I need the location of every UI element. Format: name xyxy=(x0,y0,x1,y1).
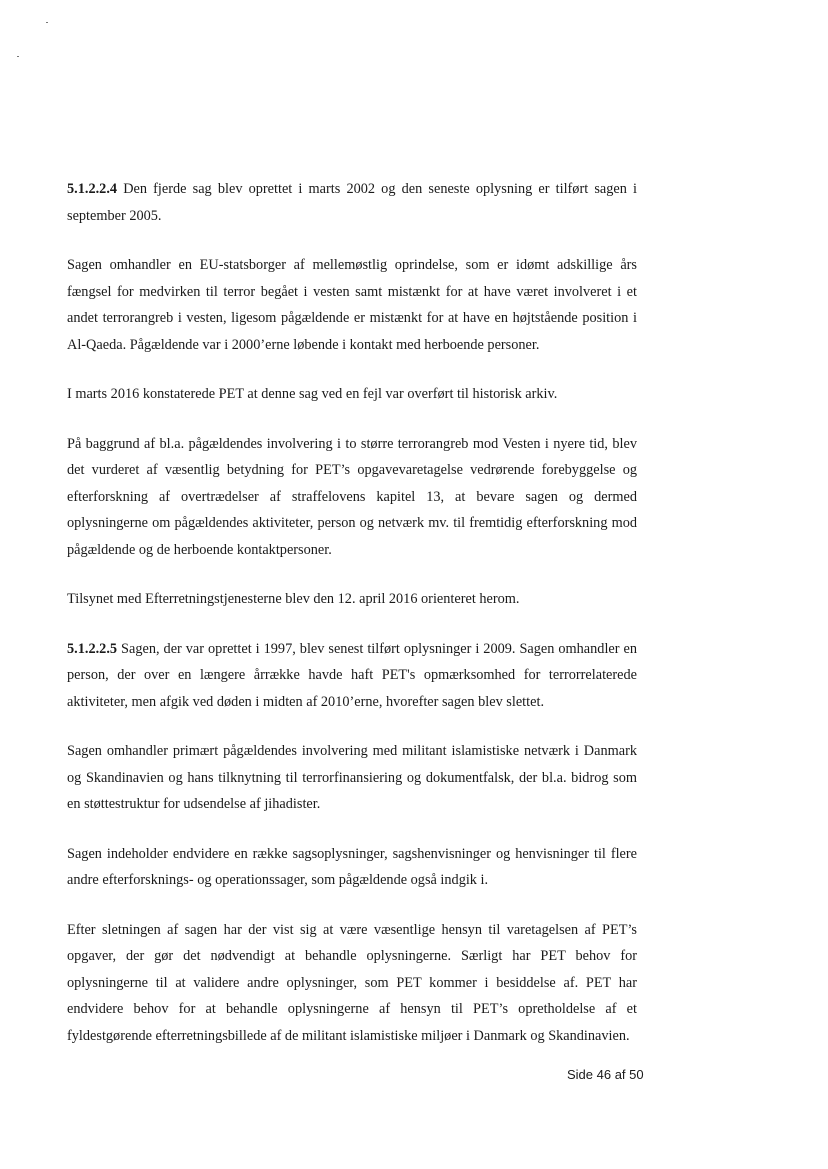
page-number: Side 46 af 50 xyxy=(567,1067,644,1082)
paragraph xyxy=(67,176,637,229)
paragraph-text: Sagen, der var oprettet i 1997, blev senest tilført oplysninger i 2009. Sagen omhandler en person, der over en længere årrække havde haft PET's opmærksomhed for terrorrelaterede aktiviteter, men afgik ved døden i midten af 2010’erne, hvorefter sagen blev slettet. xyxy=(67,640,638,710)
document-body xyxy=(67,176,637,1072)
scan-speck xyxy=(17,56,19,57)
paragraph: Efter sletningen af sagen har der vist sig at være væsentlige hensyn til varetagelsen af PET’s opgaver, der gør det nødvendigt at behandle oplysningerne. Særligt har PET behov for oplysningerne til at validere andre oplysninger, som PET kommer i besiddelse af. PET har endvidere behov for at behandle oplysningerne af hensyn til PET’s opretholdelse af et fyldestgørende efterretningsbillede af de militant islamistiske miljøer i Danmark og Skandinavien. xyxy=(67,921,637,1044)
paragraph: Sagen indeholder endvidere en række sagsoplysninger, sagshenvisninger og henvisninger til flere andre efterforsknings- og operationssager, som pågældende også indgik i. xyxy=(67,845,637,888)
paragraph: I marts 2016 konstaterede PET at denne sag ved en fejl var overført til historisk arkiv. xyxy=(67,386,558,402)
paragraph: Sagen omhandler en EU-statsborger af mellemøstlig oprindelse, som er idømt adskillige års fængsel for medvirken til terror begået i vesten samt mistænkt for at have været involveret i et andet terrorangreb i vesten, ligesom pågældende er mistænkt for at have en højtstående position i Al-Qaeda. Pågældende var i 2000’erne løbende i kontakt med herboende personer. xyxy=(67,257,637,353)
paragraph: Tilsynet med Efterretningstjenesterne blev den 12. april 2016 orienteret herom. xyxy=(67,591,520,607)
paragraph: Sagen omhandler primært pågældendes involvering med militant islamistiske netværk i Danmark og Skandinavien og hans tilknytning til terrorfinansiering og dokumentfalsk, der bl.a. bidrog som en støttestruktur for udsendelse af jihadister. xyxy=(67,743,637,812)
paragraph xyxy=(67,636,637,716)
scan-speck xyxy=(46,22,48,23)
paragraph-text: Den fjerde sag blev oprettet i marts 2002 og den seneste oplysning er tilført sagen i september 2005. xyxy=(67,181,638,224)
paragraph: På baggrund af bl.a. pågældendes involvering i to større terrorangreb mod Vesten i nyere tid, blev det vurderet af væsentlig betydning for PET’s opgavevaretagelse vedrørende forebyggelse og efterforskning af overtrædelser af straffelovens kapitel 13, at bevare sagen og dermed oplysningerne om pågældendes aktiviteter, person og netværk mv. til fremtidig efterforskning mod pågældende og de herboende kontaktpersoner. xyxy=(67,435,637,558)
section-number: 5.1.2.2.4 xyxy=(67,181,118,197)
section-number: 5.1.2.2.5 xyxy=(67,640,118,657)
